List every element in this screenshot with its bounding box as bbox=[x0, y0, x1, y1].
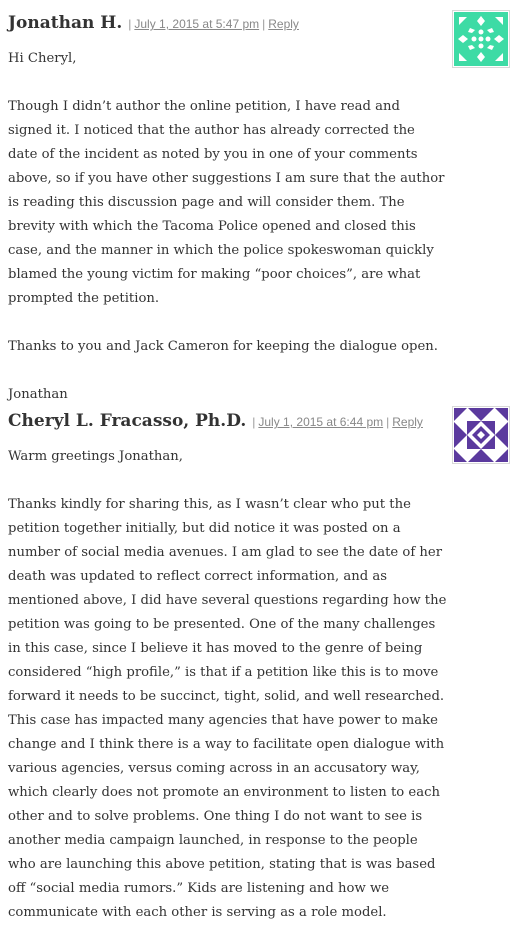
author-name: Cheryl L. Fracasso, Ph.D. bbox=[8, 411, 247, 431]
comment-author bbox=[8, 411, 423, 431]
comment-paragraph: Jonathan bbox=[8, 387, 68, 402]
comment-date-link[interactable]: July 1, 2015 at 5:47 pm bbox=[134, 17, 260, 31]
author-name: Jonathan H. bbox=[8, 13, 123, 33]
identicon-green-icon bbox=[454, 12, 508, 66]
comment-header bbox=[8, 0, 514, 46]
avatar bbox=[452, 406, 510, 464]
comment-date-link[interactable]: July 1, 2015 at 6:44 pm bbox=[258, 415, 384, 429]
avatar bbox=[452, 10, 510, 68]
comment-body bbox=[8, 445, 514, 925]
comment-meta: | July 1, 2015 at 6:44 pm | Reply bbox=[252, 415, 423, 429]
comment-header bbox=[8, 398, 514, 444]
reply-link[interactable]: Reply bbox=[392, 415, 423, 429]
reply-link[interactable]: Reply bbox=[268, 17, 299, 31]
comment bbox=[8, 398, 514, 949]
comment-body bbox=[8, 47, 514, 407]
comment-author bbox=[8, 13, 299, 33]
comment-meta: | July 1, 2015 at 5:47 pm | Reply bbox=[128, 17, 299, 31]
comment-paragraph: Warm greetings Jonathan, bbox=[8, 449, 183, 464]
comment-paragraph: Hi Cheryl, bbox=[8, 51, 77, 66]
comment bbox=[8, 0, 514, 431]
comment-paragraph: Thanks kindly for sharing this, as I wasn’t clear who put the petition together initially, but did notice it was posted on a number of social media avenues. I am glad to see the date of her death was updated to reflect correct information, and as mentioned above, I did have several questions regarding how the petition was going to be presented. One of the many challenges in this case, since I believe it has moved to the genre of being considered “high profile,” is that if a petition like this is to move forward it needs to be succinct, tight, solid, and well researched. This case has impacted many agencies that have power to make change and I think there is a way to facilitate open dialogue with various agencies, versus coming across in an accusatory way, which clearly does not promote an environment to listen to each other and to solve problems. One thing I do not want to see is another media campaign launched, in response to the people who are launching this above petition, stating that is was based off “social media rumors.” Kids are listening and how we communicate with each other is serving as a role model. bbox=[8, 497, 447, 920]
identicon-purple-icon bbox=[454, 408, 508, 462]
comment-paragraph: Thanks to you and Jack Cameron for keeping the dialogue open. bbox=[8, 339, 438, 354]
comment-paragraph: Though I didn’t author the online petition, I have read and signed it. I noticed that the author has already corrected the date of the incident as noted by you in one of your comments above, so if you have other suggestions I am sure that the author is reading this discussion page and will consider them. The brevity with which the Tacoma Police opened and closed this case, and the manner in which the police spokeswoman quickly blamed the young victim for making “poor choices”, are what prompted the petition. bbox=[8, 99, 445, 306]
